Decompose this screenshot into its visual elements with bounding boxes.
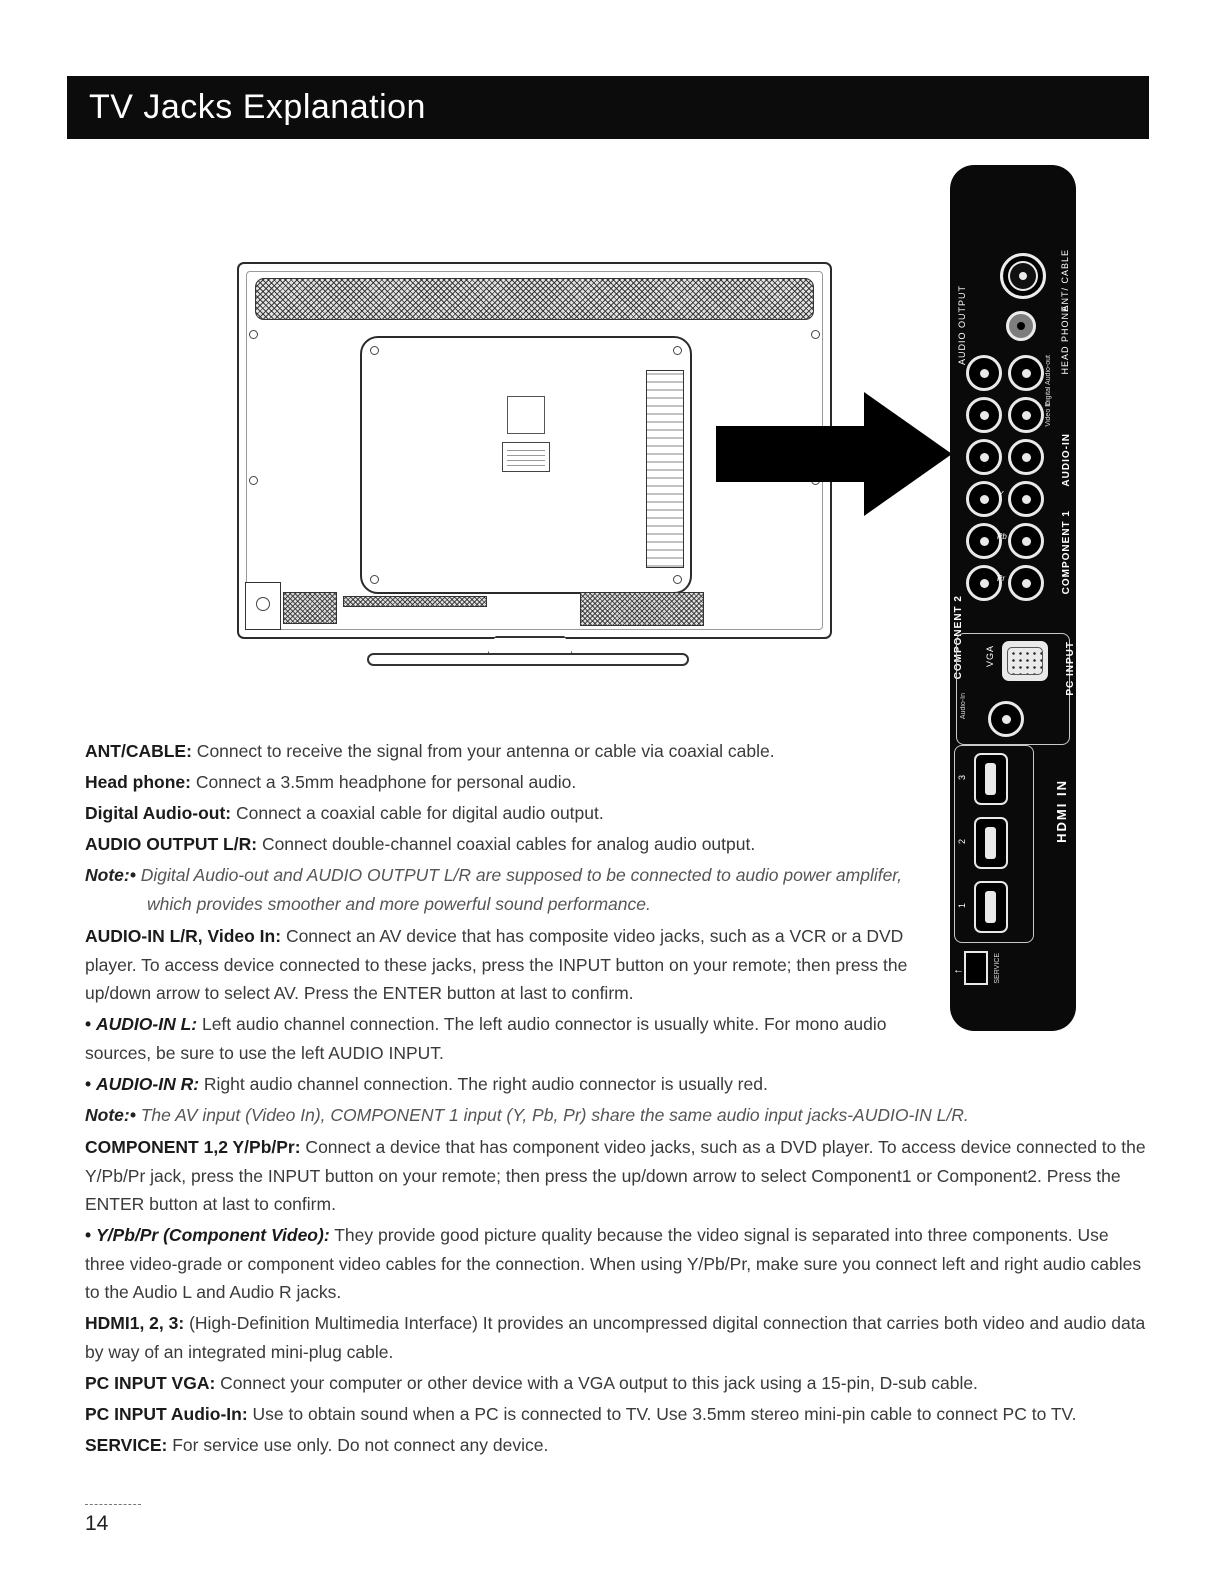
- term-label: Head phone:: [85, 772, 191, 792]
- ant-cable-label: ANT/ CABLE: [1060, 249, 1070, 312]
- screw-icon: [673, 346, 682, 355]
- term-description: They provide good picture quality because the video signal is separated into three components. Use three video-grade or component video cables for the connection. When using Y/Pb/Pr, make sure you connect left and right audio cables to the Audio L and Audio R jacks.: [85, 1225, 1142, 1302]
- paragraph: [85, 1369, 1151, 1398]
- tv-back-panel: [360, 336, 692, 594]
- component-letter-y: Y: [998, 490, 1004, 499]
- term-description: Connect an AV device that has composite video jacks, such as a VCR or a DVD player. To access device connected to these jacks, press the INPUT button on your remote; then press the up/down arrow to select AV. Press the ENTER button at last to confirm.: [85, 926, 908, 1003]
- paragraph: [85, 1101, 1151, 1130]
- term-label: Note:•: [85, 1104, 136, 1125]
- paragraph: [85, 1400, 1151, 1429]
- term-label: AUDIO-IN L:: [96, 1014, 198, 1034]
- term-label: AUDIO-IN R:: [96, 1073, 200, 1094]
- headphone-label: HEAD PHONE: [1060, 305, 1070, 375]
- term-description: Connect to receive the signal from your antenna or cable via coaxial cable.: [191, 741, 775, 761]
- screw-icon: [811, 330, 820, 339]
- term-description: Connect a device that has component video jacks, such as a DVD player. To access device connected to the Y/Pb/Pr jack, press the INPUT button on your remote; then press the up/down arrow to select Component1 or Component2. Press the ENTER button at last to confirm.: [85, 1137, 1146, 1214]
- rca-jack: [1008, 481, 1044, 517]
- rca-jack: [1008, 439, 1044, 475]
- body-text: [85, 737, 1151, 1462]
- rca-jack: [966, 565, 1002, 601]
- digital-audio-out-label: Digital Audio-out: [1045, 355, 1052, 406]
- audio-output-label: AUDIO OUTPUT: [957, 285, 967, 366]
- screw-icon: [673, 575, 682, 584]
- term-description: Use to obtain sound when a PC is connected to TV. Use 3.5mm stereo mini-pin cable to connect PC to TV.: [247, 1403, 1077, 1424]
- rca-jack: [1008, 565, 1044, 601]
- component-letter-pr: Pr: [997, 574, 1005, 583]
- paragraph: [85, 1070, 1151, 1099]
- term-description: Right audio channel connection. The right audio connector is usually red.: [199, 1073, 768, 1094]
- tv-jack-strip: [646, 370, 684, 568]
- term-label: PC INPUT Audio-In:: [85, 1403, 248, 1424]
- component-1-label: COMPONENT 1: [1061, 510, 1072, 595]
- screw-icon: [249, 476, 258, 485]
- vga-label: VGA: [985, 645, 995, 668]
- term-description: Digital Audio-out and AUDIO OUTPUT L/R are supposed to be connected to audio power amplifer, which provides smoother and more powerful sound performance.: [135, 865, 903, 914]
- term-label: Y/Pb/Pr (Component Video):: [96, 1225, 330, 1245]
- rca-jack: [966, 439, 1002, 475]
- pointer-arrow: [716, 392, 952, 516]
- page-number-rule: [85, 1504, 141, 1505]
- side-connector-box: [245, 582, 281, 630]
- hdmi-in-label: HDMI IN: [1054, 779, 1069, 843]
- vesa-mount-square: [507, 396, 545, 434]
- term-description: Left audio channel connection. The left audio connector is usually white. For mono audio sources, be sure to use the left AUDIO INPUT.: [85, 1014, 887, 1063]
- paragraph: [85, 1133, 1151, 1219]
- screw-icon: [249, 330, 258, 339]
- page-number: 14: [85, 1512, 109, 1535]
- audio-in-label: AUDIO-IN: [1061, 433, 1072, 487]
- arrow-shaft: [716, 426, 864, 482]
- term-description: For service use only. Do not connect any device.: [167, 1434, 549, 1455]
- term-label: PC INPUT VGA:: [85, 1372, 216, 1393]
- ant-cable-jack: [1000, 253, 1046, 299]
- hdmi-port-number: 3: [957, 774, 968, 781]
- term-description: The AV input (Video In), COMPONENT 1 input (Y, Pb, Pr) share the same audio input jacks-AUDIO-IN L/R.: [135, 1104, 969, 1125]
- vent-grille: [580, 592, 704, 626]
- component-letter-pb: Pb: [997, 532, 1007, 541]
- pc-input-label: PC INPUT: [1065, 641, 1076, 696]
- paragraph: [85, 1309, 1151, 1366]
- term-label: ANT/CABLE:: [85, 741, 192, 761]
- term-label: SERVICE:: [85, 1434, 168, 1455]
- screw-icon: [370, 575, 379, 584]
- arrow-head: [864, 392, 952, 516]
- screw-icon: [370, 346, 379, 355]
- hdmi-port-number: 1: [957, 902, 968, 909]
- tv-stand-base: [367, 653, 689, 666]
- hdmi-port-number: 2: [957, 838, 968, 845]
- term-label: COMPONENT 1,2 Y/Pb/Pr:: [85, 1137, 301, 1157]
- usb-arrow-icon: ←: [953, 964, 964, 976]
- rca-jack: [966, 355, 1002, 391]
- panel-wrap-spacer: [936, 737, 1151, 1033]
- term-description: Connect a 3.5mm headphone for personal audio.: [190, 772, 577, 792]
- term-label: AUDIO-IN L/R, Video In:: [85, 926, 282, 946]
- term-label: Digital Audio-out:: [85, 803, 232, 823]
- page-header: [67, 76, 1149, 139]
- term-description: Connect a coaxial cable for digital audio output.: [231, 803, 604, 823]
- term-description: (High-Definition Multimedia Interface) It provides an uncompressed digital connection that carries both video and audio data by way of an integrated mini-plug cable.: [85, 1313, 1146, 1362]
- term-label: AUDIO OUTPUT L/R:: [85, 834, 258, 854]
- rca-jack: [1008, 397, 1044, 433]
- headphone-jack: [1006, 311, 1036, 341]
- page-title: TV Jacks Explanation: [89, 88, 426, 126]
- bullet-icon: •: [85, 1073, 96, 1094]
- term-description: Connect double-channel coaxial cables for analog audio output.: [257, 834, 756, 854]
- rca-jack: [1008, 523, 1044, 559]
- video-in-label: Video In: [1045, 401, 1052, 427]
- bullet-icon: •: [85, 1014, 96, 1034]
- paragraph: [85, 1221, 1151, 1307]
- pc-audio-in-label: Audio-In: [960, 693, 967, 720]
- rca-jack: [966, 523, 1002, 559]
- vent-grille: [283, 592, 337, 624]
- paragraph: [85, 1431, 1151, 1460]
- bullet-icon: •: [85, 1225, 96, 1245]
- rca-jack: [966, 397, 1002, 433]
- vent-strip: [343, 596, 487, 607]
- warning-label: [502, 442, 550, 472]
- rca-jack: [966, 481, 1002, 517]
- vga-connector: [1002, 641, 1048, 681]
- term-label: HDMI1, 2, 3:: [85, 1313, 185, 1333]
- pc-audio-in-jack: [988, 701, 1024, 737]
- rca-jack: [1008, 355, 1044, 391]
- speaker-grille: [255, 278, 814, 320]
- term-description: Connect your computer or other device with a VGA output to this jack using a 15-pin, D-sub cable.: [215, 1372, 978, 1393]
- component-2-label: COMPONENT 2: [953, 595, 964, 680]
- term-label: Note:•: [85, 865, 136, 885]
- service-label: SERVICE: [994, 953, 1001, 984]
